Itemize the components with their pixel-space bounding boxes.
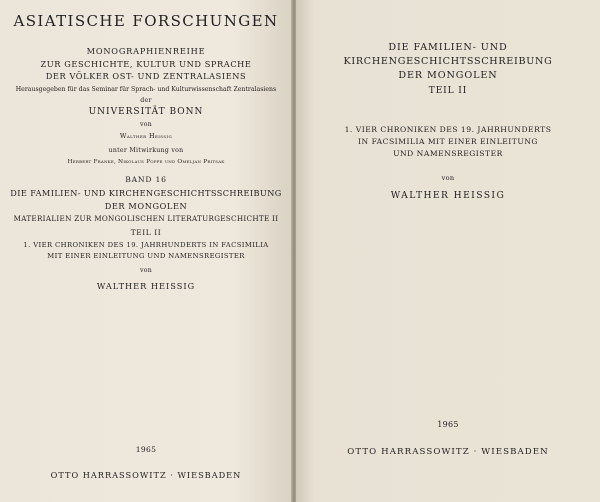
subtitle-line-2: MIT EINER EINLEITUNG UND NAMENSREGISTER (47, 252, 245, 260)
subtitle-line-2: IN FACSIMILIA MIT EINER EINLEITUNG (358, 137, 538, 146)
collaboration-line: unter Mitwirkung von (108, 147, 184, 154)
publisher-line: OTTO HARRASSOWITZ · WIESBADEN (347, 447, 549, 457)
author-name: WALTHER HEISSIG (390, 190, 506, 201)
subject-line-1: ZUR GESCHICHTE, KULTUR UND SPRACHE (40, 59, 252, 69)
monograph-line: MONOGRAPHIENREIHE (86, 46, 206, 56)
teil-line: TEIL II (130, 228, 162, 237)
publication-year: 1965 (135, 445, 157, 454)
band-number: BAND 16 (125, 175, 167, 184)
teil-line: TEIL II (428, 86, 468, 96)
von-line-2: von (139, 267, 153, 274)
editor-line: Herausgegeben für das Seminar für Sprach- und Kulturwissenschaft Zentralasiens (15, 86, 277, 93)
publication-year: 1965 (437, 420, 459, 429)
subtitle-line-1: 1. VIER CHRONIKEN DES 19. JAHRHUNDERTS IN FACSIMILIA (23, 241, 269, 249)
series-title: ASIATISCHE FORSCHUNGEN (13, 12, 279, 30)
publisher-line: OTTO HARRASSOWITZ · WIESBADEN (50, 470, 242, 480)
university-line: UNIVERSITÄT BONN (88, 107, 204, 117)
editor-name: Walther Heissig (119, 132, 173, 140)
right-page (296, 0, 600, 502)
title-line-3: DER MONGOLEN (398, 70, 498, 81)
collaborators-line: Herbert Franke, Nikolaus Poppe und Omeljan Pritsak (67, 159, 225, 165)
von-line: von (441, 174, 455, 182)
book-title-line-1: DIE FAMILIEN- UND KIRCHENGESCHICHTSSCHREIBUNG (10, 188, 282, 198)
title-line-1: DIE FAMILIEN- UND (388, 42, 508, 53)
title-line-2: KIRCHENGESCHICHTSSCHREIBUNG (343, 56, 553, 67)
materials-line: MATERIALIEN ZUR MONGOLISCHEN LITERATURGESCHICHTE II (13, 214, 279, 223)
author-name: WALTHER HEISSIG (96, 281, 196, 291)
von-line-1: von (139, 121, 153, 128)
subtitle-line-1: 1. VIER CHRONIKEN DES 19. JAHRHUNDERTS (344, 125, 552, 134)
subject-line-2: DER VÖLKER OST- UND ZENTRALASIENS (45, 71, 247, 81)
subtitle-line-3: UND NAMENSREGISTER (393, 149, 503, 158)
left-page (0, 0, 292, 502)
book-title-line-2: DER MONGOLEN (104, 201, 188, 211)
der-line: der (140, 97, 152, 104)
